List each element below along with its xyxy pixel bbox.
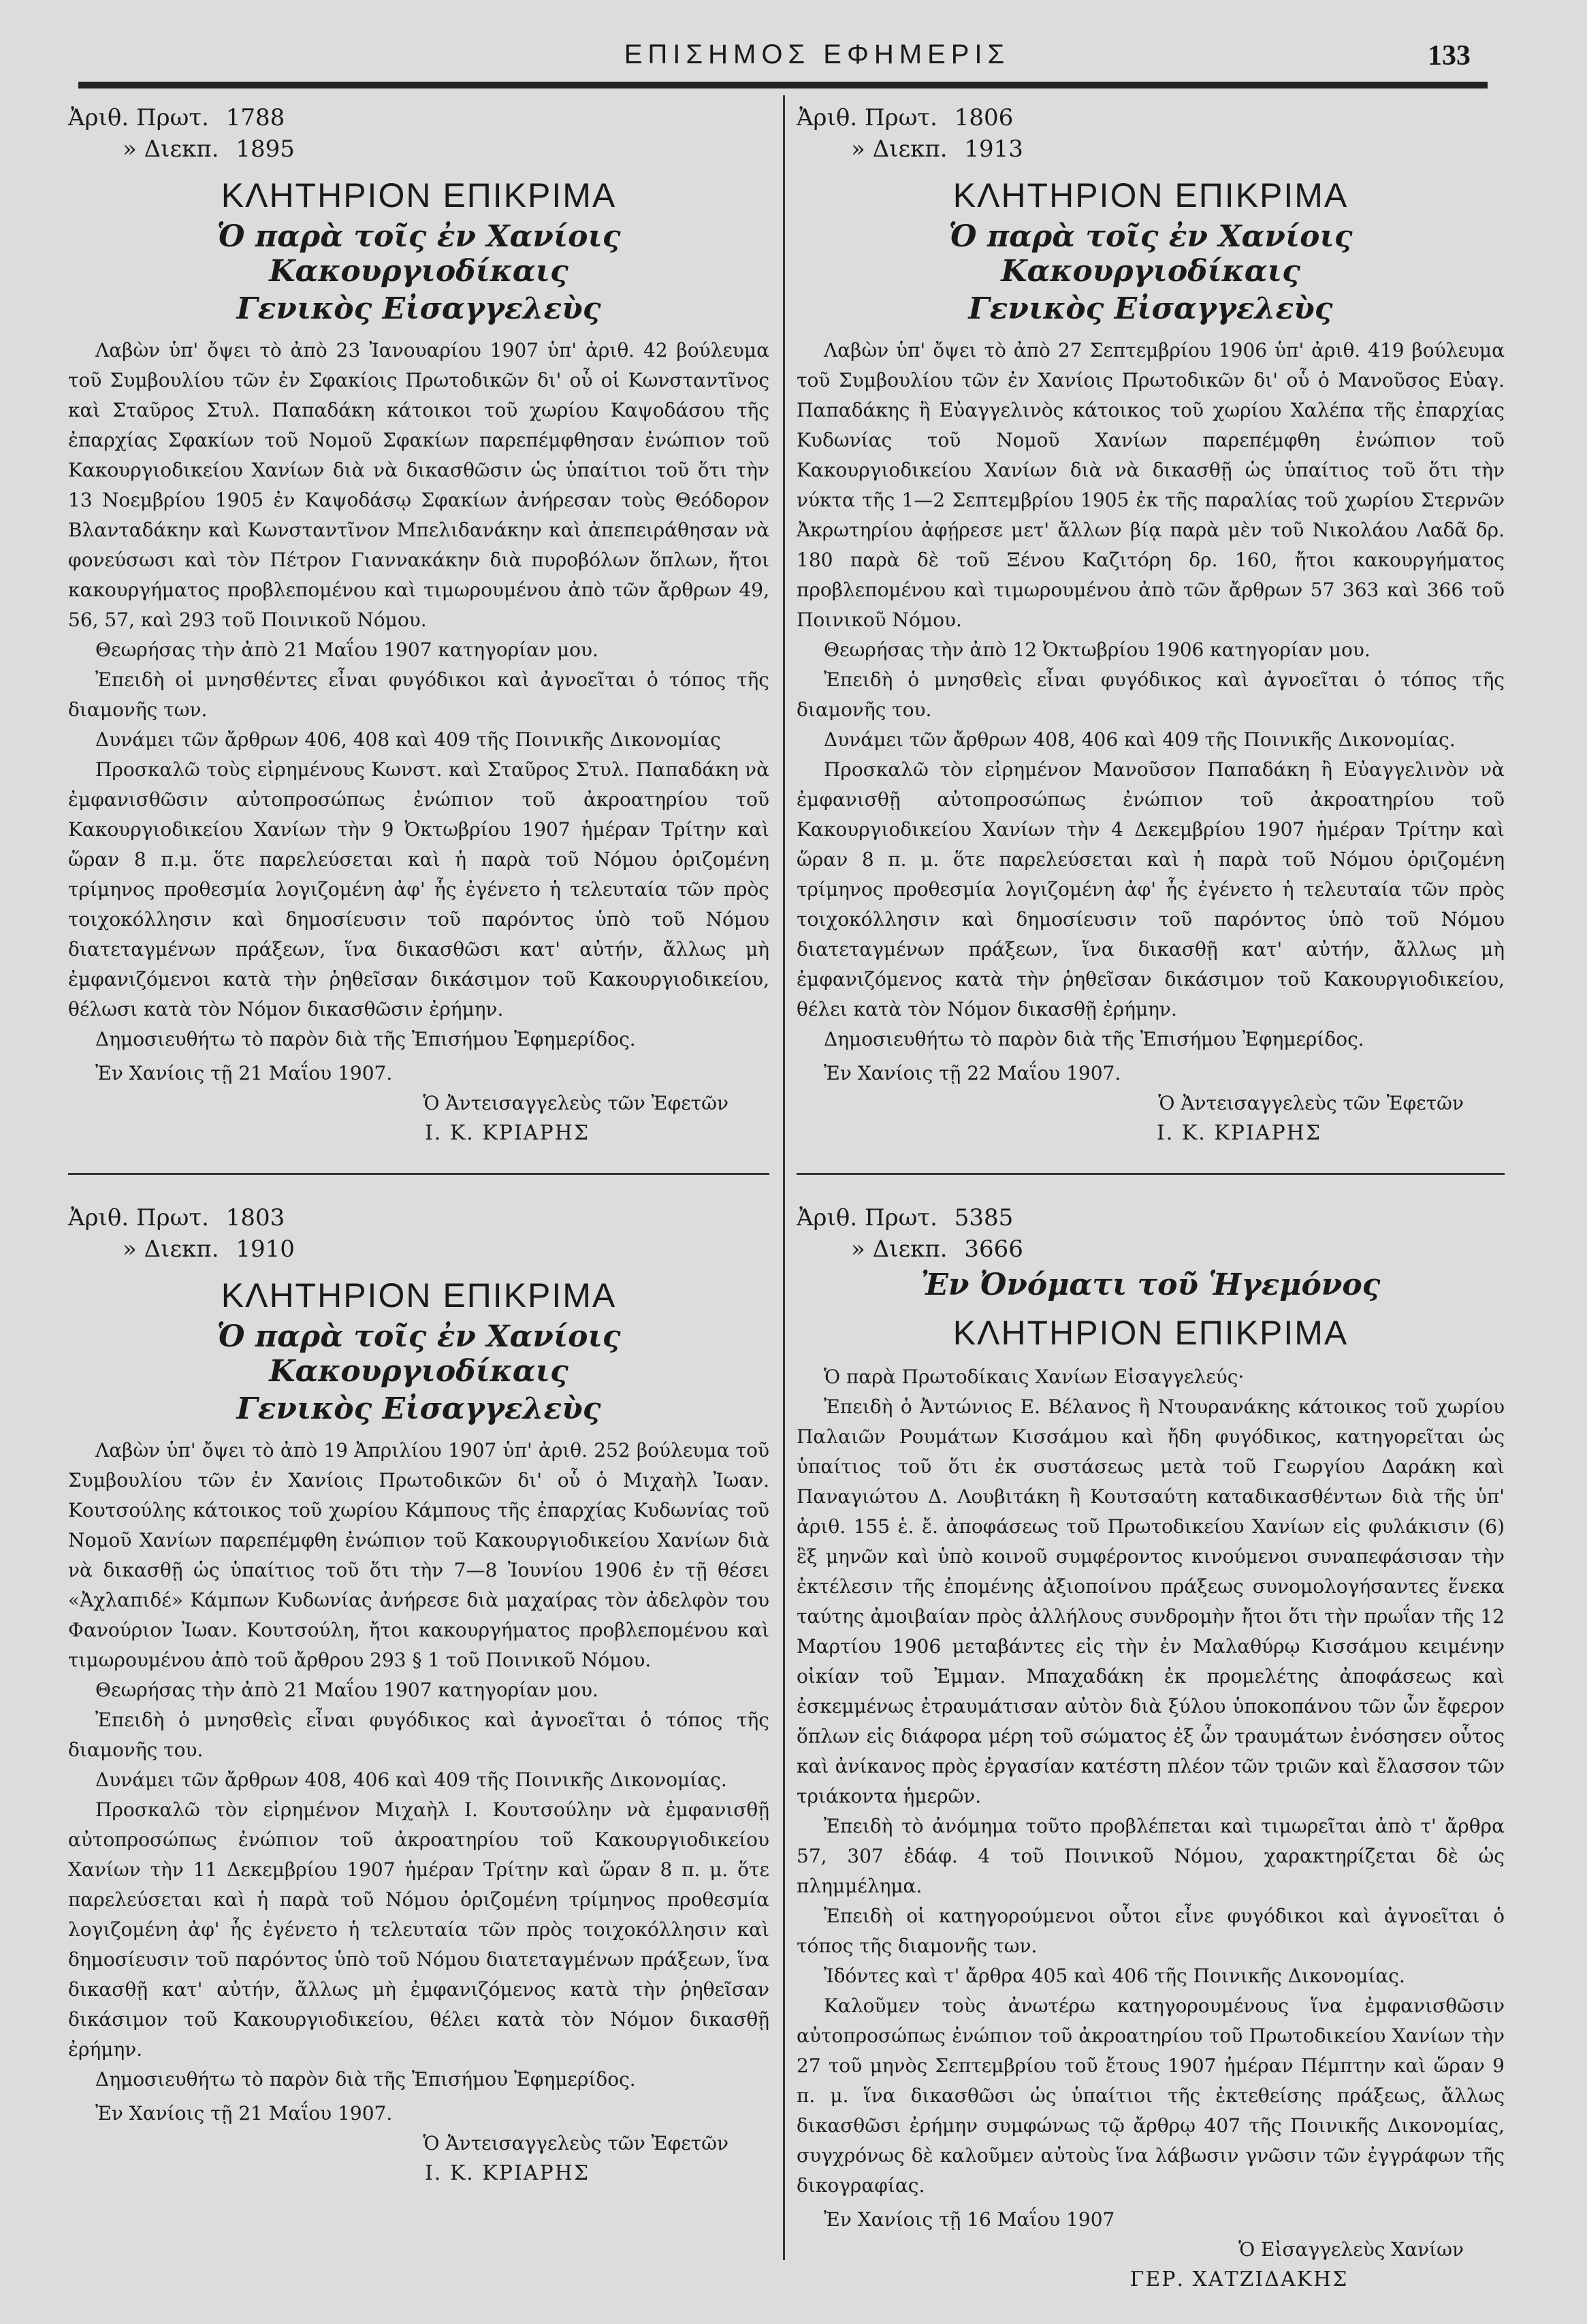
dispatch-label: » Διεκπ. [851, 135, 948, 163]
signer-name: Ι. Κ. ΚΡΙΑΡΗΣ [424, 2161, 590, 2185]
signer-name: Ι. Κ. ΚΡΙΑΡΗΣ [1156, 1121, 1322, 1145]
signer-title: Ὁ Εἰσαγγελεὺς Χανίων [1238, 2238, 1464, 2261]
notice-subheading-title: Γενικὸς Εἰσαγγελεὺς [236, 291, 601, 326]
protocol-number-row [68, 102, 769, 133]
place-date: Ἐν Χανίοις τῇ 16 Μαΐου 1907 [824, 2208, 1115, 2231]
protocol-number: 5385 [954, 1204, 1014, 1231]
protocol-number-row [797, 102, 1505, 133]
dispatch-label: » Διεκπ. [851, 1236, 948, 1263]
paragraph: Θεωρήσας τὴν ἀπὸ 21 Μαΐου 1907 κατηγορίαν μου. [95, 639, 598, 661]
signer-title: Ὁ Ἀντεισαγγελεὺς τῶν Ἐφετῶν [1158, 1092, 1464, 1114]
left-column [68, 102, 769, 2216]
notice-body [797, 1362, 1505, 2201]
protocol-label: Ἀριθ. Πρωτ. [68, 104, 209, 131]
notice-subheading: Ὁ παρὰ τοῖς ἐν Χανίοις Κακουργιοδίκαις [217, 219, 621, 289]
notice-subheading: Ὁ παρὰ τοῖς ἐν Χανίοις Κακουργιοδίκαις [948, 219, 1353, 289]
paragraph: Ἐπειδὴ ὁ μνησθεὶς εἶναι φυγόδικος καὶ ἀγνοεῖται ὁ τόπος τῆς διαμονῆς του. [797, 668, 1505, 721]
notice-separator [68, 1173, 769, 1175]
dispatch-number-row [68, 1233, 769, 1265]
dispatch-label: » Διεκπ. [123, 135, 219, 163]
place-date: Ἐν Χανίοις τῇ 21 Μαΐου 1907. [95, 1062, 393, 1084]
paragraph: Δημοσιευθήτω τὸ παρὸν διὰ τῆς Ἐπισήμου Ἐφημερίδος. [95, 2068, 636, 2091]
paragraph: Ἐπειδὴ ὁ μνησθεὶς εἶναι φυγόδικος καὶ ἀγνοεῖται ὁ τόπος τῆς διαμονῆς του. [68, 1709, 769, 1761]
notice-heading: ΚΛΗΤΗΡΙΟΝ ΕΠΙΚΡΙΜΑ [952, 176, 1349, 214]
paragraph: Προσκαλῶ τὸν εἰρημένον Μανοῦσον Παπαδάκη ἢ Εὐαγγελινὸν νὰ ἐμφανισθῇ αὐτοπροσώπως ἐνώπιον τοῦ ἀκροατηρίου τοῦ Κακουργιοδικείου Χανίων τὴν 4 Δεκεμβρίου 1907 ἡμέραν Τρίτην καὶ ὥραν 8 π. μ. ὅτε παρελεύσεται καὶ ἡ παρὰ τοῦ Νόμου ὁριζομένη τρίμηνος προθεσμία λογιζομένη ἀφ' ἧς ἐγένετο ἡ τελευταία τῶν πρὸς τοιχοκόλλησιν καὶ δημοσίευσιν τοῦ παρόντος ὑπὸ τοῦ Νόμου διατεταγμένων πράξεων, ἵνα δικασθῇ κατ' αὐτήν, ἄλλως μὴ ἐμφανιζόμενος κατὰ τὴν ῥηθεῖσαν δικάσιμον τοῦ Κακουργιοδικείου, θέλει κατὰ τὸν Νόμον δικασθῇ ἐρήμην. [797, 758, 1505, 1020]
protocol-number: 1806 [954, 104, 1014, 131]
protocol-label: Ἀριθ. Πρωτ. [68, 1204, 209, 1231]
paragraph: Δυνάμει τῶν ἄρθρων 406, 408 καὶ 409 τῆς Ποινικῆς Δικονομίας [95, 728, 721, 751]
paragraph: Καλοῦμεν τοὺς ἀνωτέρω κατηγορουμένους ἵνα ἐμφανισθῶσιν αὐτοπροσώπως ἐνώπιον τοῦ ἀκροατηρίου τοῦ Πρωτοδικείου Χανίων τὴν 27 τοῦ μηνὸς Σεπτεμβρίου τοῦ ἔτους 1907 ἡμέραν Πέμπτην καὶ ὥραν 9 π. μ. ἵνα δικασθῶσι ὡς ὑπαίτιοι τῆς ἐκτεθείσης πράξεως, ἄλλως δικασθῶσι ἐρήμην συμφώνως τῷ ἄρθρῳ 407 τῆς Ποινικῆς Δικονομίας, συγχρόνως δὲ καλοῦμεν αὐτοὺς ἵνα λάβωσιν γνῶσιν τῶν ἐγγράφων τῆς δικογραφίας. [797, 1995, 1505, 2197]
notice-5385 [797, 1202, 1505, 2295]
notice-preheading: Ἐν Ὀνόματι τοῦ Ἡγεμόνος [920, 1268, 1381, 1302]
dispatch-number: 3666 [964, 1236, 1023, 1263]
paragraph: Ἐπειδὴ οἱ κατηγορούμενοι οὗτοι εἶνε φυγόδικοι καὶ ἀγνοεῖται ὁ τόπος τῆς διαμονῆς των. [797, 1905, 1505, 1957]
place-date: Ἐν Χανίοις τῇ 22 Μαΐου 1907. [824, 1062, 1121, 1084]
notice-body [797, 336, 1505, 1054]
dispatch-number-row [68, 133, 769, 165]
place-date: Ἐν Χανίοις τῇ 21 Μαΐου 1907. [95, 2102, 393, 2125]
paragraph: Δυνάμει τῶν ἄρθρων 408, 406 καὶ 409 τῆς Ποινικῆς Δικονομίας. [824, 728, 1456, 751]
notice-heading: ΚΛΗΤΗΡΙΟΝ ΕΠΙΚΡΙΜΑ [952, 1314, 1349, 1352]
paragraph: Λαβὼν ὑπ' ὄψει τὸ ἀπὸ 23 Ἰανουαρίου 1907 ὑπ' ἀριθ. 42 βούλευμα τοῦ Συμβουλίου τῶν ἐν Σφακίοις Πρωτοδικῶν δι' οὗ οἱ Κωνσταντῖνος καὶ Σταῦρος Στυλ. Παπαδάκη κάτοικοι τοῦ χωρίου Καψοδάσου τῆς ἐπαρχίας Σφακίων τοῦ Νομοῦ Σφακίων παρεπέμφθησαν ἐνώπιον τοῦ Κακουργιοδικείου Χανίων διὰ νὰ δικασθῶσιν ὡς ὑπαίτιοι τοῦ ὅτι τὴν 13 Νοεμβρίου 1905 ἐν Καψοδάσῳ Σφακίων ἀνήρεσαν τοὺς Θεόδορον Βλανταδάκην καὶ Κωνσταντῖνον Μπελιδανάκην καὶ ἀπεπειράθησαν νὰ φονεύσωσι καὶ τὸν Πέτρον Γιαννακάκην διὰ πυροβόλων ὅπλων, ἤτοι κακουργήματος προβλεπομένου καὶ τιμωρουμένου ἀπὸ τῶν ἄρθρων 49, 56, 57, καὶ 293 τοῦ Ποινικοῦ Νόμου. [68, 339, 769, 631]
paragraph: Λαβὼν ὑπ' ὄψει τὸ ἀπὸ 27 Σεπτεμβρίου 1906 ὑπ' ἀριθ. 419 βούλευμα τοῦ Συμβουλίου τῶν ἐν Χανίοις Πρωτοδικῶν δι' οὗ ὁ Μανοῦσος Εὐαγ. Παπαδάκης ἢ Εὐαγγελινὸς κάτοικος τοῦ χωρίου Χαλέπα τῆς ἐπαρχίας Κυδωνίας τοῦ Νομοῦ Χανίων παρεπέμφθη ἐνώπιον τοῦ Κακουργιοδικείου Χανίων διὰ νὰ δικασθῇ ὡς ὑπαίτιος τοῦ ὅτι τὴν νύκτα τῆς 1—2 Σεπτεμβρίου 1905 ἐκ τῆς παραλίας τοῦ χωρίου Στερνῶν Ἀκρωτηρίου ἀφῄρεσε μετ' ἄλλων βίᾳ παρὰ μὲν τοῦ Νικολάου Λαδᾶ δρ. 180 παρὰ δὲ τοῦ Ξένου Καζιτόρη δρ. 160, ἤτοι κακουργήματος προβλεπομένου καὶ τιμωρουμένου ἀπὸ τῶν ἄρθρων 57 363 καὶ 366 τοῦ Ποινικοῦ Νόμου. [797, 339, 1505, 631]
paragraph: Ἐπειδὴ τὸ ἀνόμημα τοῦτο προβλέπεται καὶ τιμωρεῖται ἀπὸ τ' ἄρθρα 57, 307 ἐδάφ. 4 τοῦ Ποινικοῦ Νόμου, χαρακτηρίζεται δὲ ὡς πλημμέλημα. [797, 1815, 1505, 1897]
notice-subheading-title: Γενικὸς Εἰσαγγελεὺς [236, 1391, 601, 1426]
page-number: 133 [1428, 40, 1471, 71]
paragraph: Ἰδόντες καὶ τ' ἄρθρα 405 καὶ 406 τῆς Ποινικῆς Δικονομίας. [824, 1965, 1405, 1987]
paragraph: Προσκαλῶ τοὺς εἰρημένους Κωνστ. καὶ Σταῦρος Στυλ. Παπαδάκη νὰ ἐμφανισθῶσιν αὐτοπροσώπως ἐνώπιον τοῦ ἀκροατηρίου τοῦ Κακουργιοδικείου Χανίων τὴν 9 Ὀκτωβρίου 1907 ἡμέραν Τρίτην καὶ ὥραν 8 π.μ. ὅτε παρελεύσεται καὶ ἡ παρὰ τοῦ Νόμου ὁριζομένη τρίμηνος προθεσμία λογιζομένη ἀφ' ἧς ἐγένετο ἡ τελευταία τῶν πρὸς τοιχοκόλλησιν καὶ δημοσίευσιν τοῦ παρόντος ὑπὸ τοῦ Νόμου διατεταγμένων πράξεων, ἵνα δικασθῶσι κατ' αὐτήν, ἄλλως μὴ ἐμφανιζόμενοι κατὰ τὴν ῥηθεῖσαν δικάσιμον τοῦ Κακουργιοδικείου, θέλωσι κατὰ τὸν Νόμον δικασθῶσιν ἐρήμην. [68, 758, 769, 1020]
protocol-number-row [797, 1202, 1505, 1233]
paragraph: Θεωρήσας τὴν ἀπὸ 12 Ὀκτωβρίου 1906 κατηγορίαν μου. [824, 639, 1370, 661]
notice-body [68, 336, 769, 1054]
notice-subheading-title: Γενικὸς Εἰσαγγελεὺς [968, 291, 1333, 326]
notice-body [68, 1436, 769, 2095]
notice-1806 [797, 102, 1505, 1175]
running-head [0, 39, 1587, 80]
notice-separator [797, 1173, 1505, 1175]
paragraph: Δημοσιευθήτω τὸ παρὸν διὰ τῆς Ἐπισήμου Ἐφημερίδος. [95, 1028, 636, 1050]
dispatch-number-row [797, 1233, 1505, 1265]
notice-subheading: Ὁ παρὰ τοῖς ἐν Χανίοις Κακουργιοδίκαις [217, 1319, 621, 1389]
paragraph: Δυνάμει τῶν ἄρθρων 408, 406 καὶ 409 τῆς Ποινικῆς Δικονομίας. [95, 1769, 727, 1791]
protocol-number-row [68, 1202, 769, 1233]
notice-heading: ΚΛΗΤΗΡΙΟΝ ΕΠΙΚΡΙΜΑ [221, 1276, 617, 1314]
paragraph: Ὁ παρὰ Πρωτοδίκαις Χανίων Εἰσαγγελεύς· [824, 1366, 1245, 1388]
paragraph: Προσκαλῶ τὸν εἰρημένον Μιχαὴλ Ι. Κουτσούλην νὰ ἐμφανισθῇ αὐτοπροσώπως ἐνώπιον τοῦ ἀκροατηρίου τοῦ Κακουργιοδικείου Χανίων τὴν 11 Δεκεμβρίου 1907 ἡμέραν Τρίτην καὶ ὥραν 8 π. μ. ὅτε παρελεύσεται καὶ ἡ παρὰ τοῦ Νόμου ὁριζομένη τρίμηνος προθεσμία λογιζομένη ἀφ' ἧς ἐγένετο ἡ τελευταία τῶν πρὸς τοιχοκόλλησιν καὶ δημοσίευσιν τοῦ παρόντος ὑπὸ τοῦ Νόμου διατεταγμένων πράξεων, ἵνα δικασθῇ κατ' αὐτήν, ἄλλως μὴ ἐμφανιζόμενος κατὰ τὴν ῥηθεῖσαν δικάσιμον τοῦ Κακουργιοδικείου, θέλει κατὰ τὸν Νόμον δικασθῇ ἐρήμην. [68, 1798, 769, 2061]
paragraph: Λαβὼν ὑπ' ὄψει τὸ ἀπὸ 19 Ἀπριλίου 1907 ὑπ' ἀριθ. 252 βούλευμα τοῦ Συμβουλίου τῶν ἐν Χανίοις Πρωτοδικῶν δι' οὗ ὁ Μιχαὴλ Ἰωαν. Κουτσούλης κάτοικος τοῦ χωρίου Κάμπους τῆς ἐπαρχίας Κυδωνίας τοῦ Νομοῦ Χανίων παρεπέμφθη ἐνώπιον τοῦ Κακουργιοδικείου Χανίων διὰ νὰ δικασθῇ ὡς ὑπαίτιος τοῦ ὅτι τὴν 7—8 Ἰουνίου 1906 ἐν τῇ θέσει «Ἀχλαπιδέ» Κάμπων Κυδωνίας ἀνήρεσε διὰ μαχαίρας τὸν ἀδελφὸν του Φανούριον Ἰωαν. Κουτσούλη, ἤτοι κακουργήματος προβλεπομένου καὶ τιμωρουμένου ἀπὸ τοῦ ἄρθρου 293 § 1 τοῦ Ποινικοῦ Νόμου. [68, 1439, 769, 1671]
paragraph: Δημοσιευθήτω τὸ παρὸν διὰ τῆς Ἐπισήμου Ἐφημερίδος. [824, 1028, 1364, 1050]
paragraph: Ἐπειδὴ ὁ Ἀντώνιος Ε. Βέλανος ἢ Ντουρανάκης κάτοικος τοῦ χωρίου Παλαιῶν Ρουμάτων Κισσάμου καὶ ἤδη φυγόδικος, κατηγορεῖται ὡς ὑπαίτιος τοῦ ὅτι ἐκ συστάσεως μετὰ τοῦ Γεωργίου Δαράκη καὶ Παναγιώτου Δ. Λουβιτάκη ἢ Κουτσαύτη καταδικασθέντων διὰ τῆς ὑπ' ἀριθ. 155 ἑ. ἔ. ἀποφάσεως τοῦ Πρωτοδικείου Χανίων εἰς φυλάκισιν (6) ἓξ μηνῶν καὶ ὑπὸ κοινοῦ συμφέροντος κινούμενοι συναπεφάσισαν τὴν ἐκτέλεσιν τῆς ἐπομένης ἀξιοποίνου πράξεως συνομολογήσαντες ἕνεκα ταύτης ἀμοιβαίαν πρὸς ἀλλήλους συνδρομὴν ἤτοι ὅτι τὴν πρωΐαν τῆς 12 Μαρτίου 1906 μεταβάντες εἰς τὴν ἐν Μαλαθύρῳ Κισσάμου κειμένην οἰκίαν τοῦ Ἐμμαν. Μπαχαδάκη ἐκ προμελέτης ἀποφάσεως καὶ ἐσκεμμένως ἐτραυμάτισαν αὐτὸν διὰ ξύλου ὑποκοπάνου τῶν ὧν ἔφερον ὅπλων εἰς διάφορα μέρη τοῦ σώματος ἐξ ὧν τραυμάτων ἐνόσησεν οὗτος καὶ ἀνίκανος πρὸς ἐργασίαν κατέστη πλέον τῶν τριῶν καὶ ἔλασσον τῶν τριάκοντα ἡμερῶν. [797, 1395, 1505, 1807]
protocol-label: Ἀριθ. Πρωτ. [797, 104, 937, 131]
protocol-number: 1803 [225, 1204, 285, 1231]
dispatch-number: 1913 [964, 135, 1023, 163]
signer-title: Ὁ Ἀντεισαγγελεὺς τῶν Ἐφετῶν [423, 1092, 728, 1114]
signer-title: Ὁ Ἀντεισαγγελεὺς τῶν Ἐφετῶν [423, 2132, 728, 2154]
notice-heading: ΚΛΗΤΗΡΙΟΝ ΕΠΙΚΡΙΜΑ [221, 176, 617, 214]
right-column [797, 102, 1505, 2322]
signer-name: ΓΕΡ. ΧΑΤΖΙΔΑΚΗΣ [1129, 2267, 1349, 2291]
notice-1803 [68, 1202, 769, 2189]
dispatch-label: » Διεκπ. [123, 1236, 219, 1263]
protocol-number: 1788 [225, 104, 285, 131]
dispatch-number: 1910 [236, 1236, 295, 1263]
protocol-label: Ἀριθ. Πρωτ. [797, 1204, 937, 1231]
gazette-title: ΕΠΙΣΗΜΟΣ ΕΦΗΜΕΡΙΣ [624, 39, 1010, 69]
notice-1788 [68, 102, 769, 1175]
column-divider [783, 95, 785, 2260]
dispatch-number: 1895 [236, 135, 295, 163]
paragraph: Θεωρήσας τὴν ἀπὸ 21 Μαΐου 1907 κατηγορίαν μου. [95, 1679, 598, 1701]
header-rule [78, 82, 1488, 88]
dispatch-number-row [797, 133, 1505, 165]
signer-name: Ι. Κ. ΚΡΙΑΡΗΣ [424, 1121, 590, 1145]
paragraph: Ἐπειδὴ οἱ μνησθέντες εἶναι φυγόδικοι καὶ ἀγνοεῖται ὁ τόπος τῆς διαμονῆς των. [68, 668, 769, 721]
